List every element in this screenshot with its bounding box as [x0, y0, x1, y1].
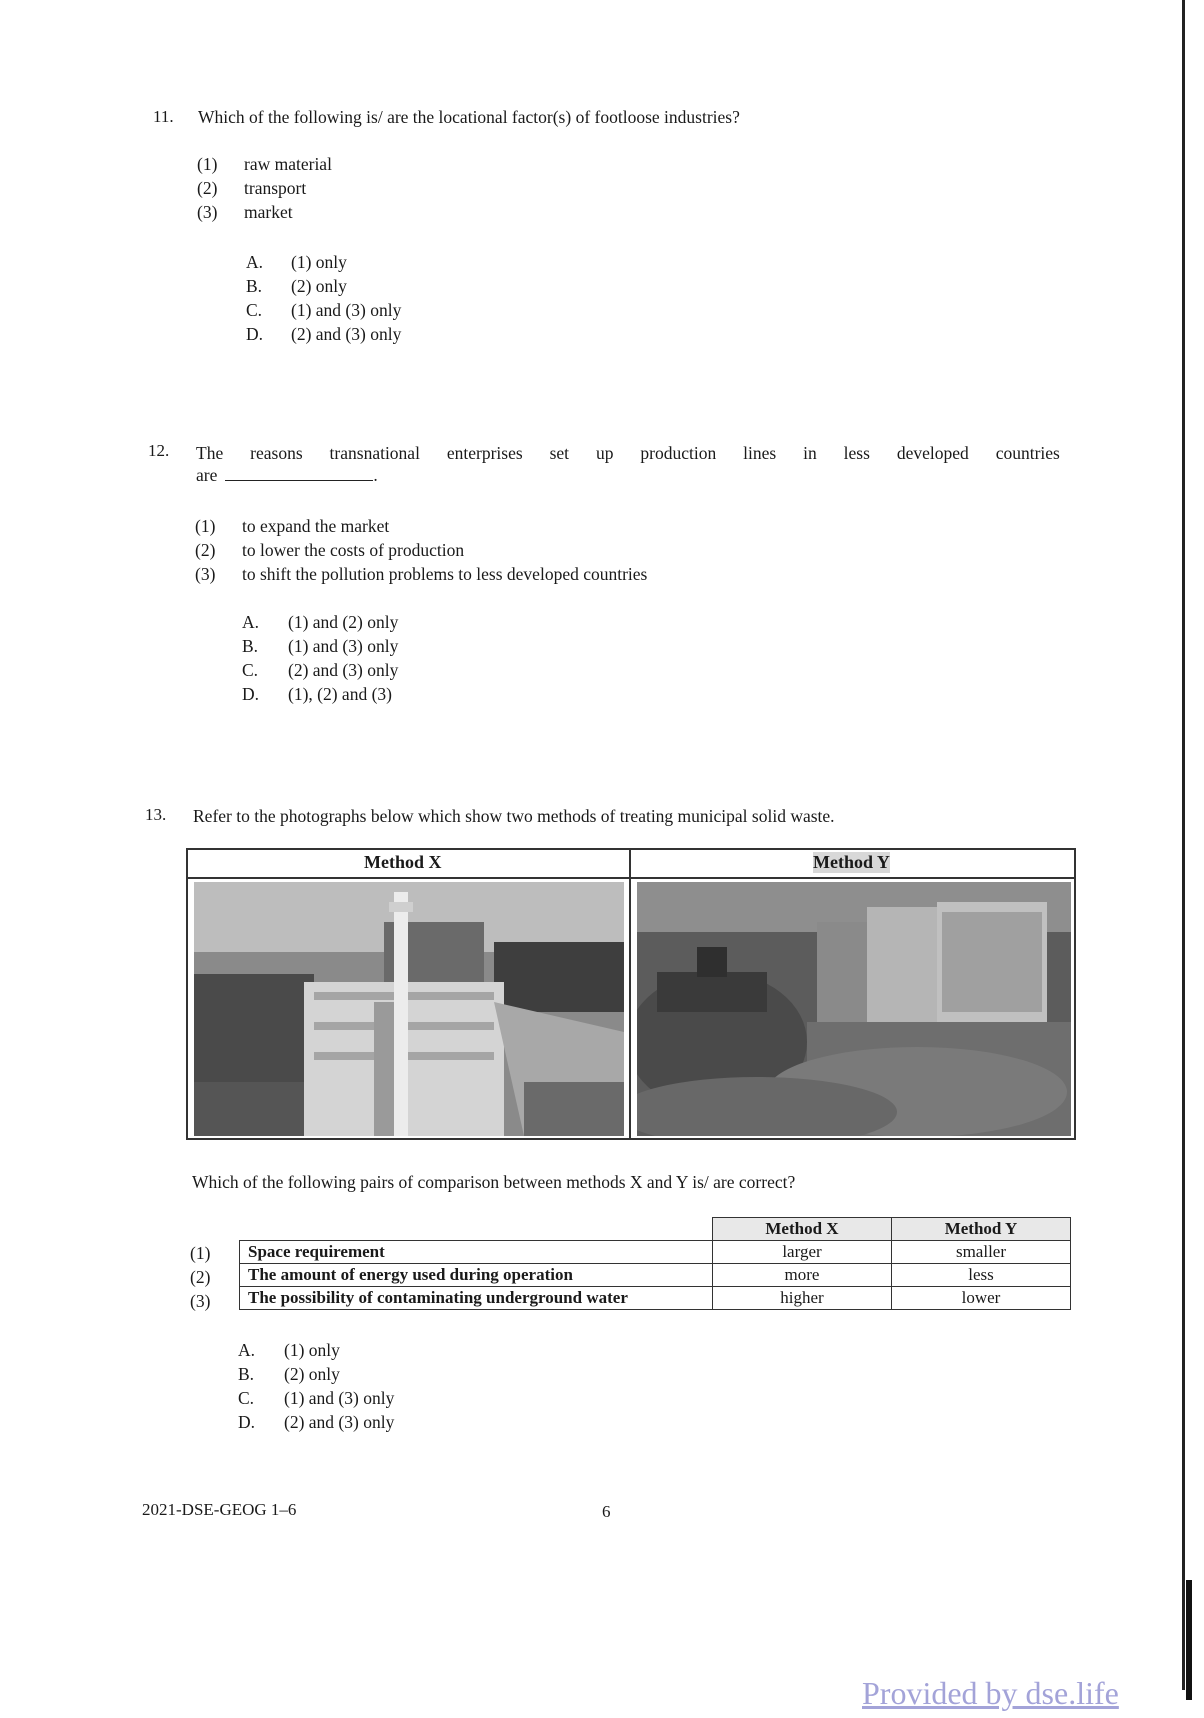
q13-question: Which of the following pairs of comparison between methods X and Y is/ are correct? — [192, 1172, 796, 1192]
photo-column-divider — [629, 850, 631, 1138]
table-row — [240, 1287, 1071, 1310]
q11-option-letter: C. — [246, 300, 263, 320]
method-x-value: higher — [713, 1287, 892, 1310]
q12-option-text: (2) and (3) only — [288, 660, 399, 680]
q12-option-text: (1) and (3) only — [288, 636, 399, 656]
q13-number: 13. — [145, 805, 167, 824]
q13-option-text: (2) only — [284, 1364, 340, 1384]
answer-blank — [225, 466, 373, 481]
q13-row-number: (1) — [190, 1243, 211, 1263]
method-y-value: less — [892, 1264, 1071, 1287]
method-y-value: lower — [892, 1287, 1071, 1310]
q11-item-text: transport — [244, 178, 307, 198]
method-x-value: larger — [713, 1241, 892, 1264]
photo-header-divider — [188, 877, 1074, 879]
q12-option-letter: C. — [242, 660, 259, 680]
q12-word: lines — [743, 443, 777, 463]
q12-option-text: (1), (2) and (3) — [288, 684, 392, 704]
q13-row-number: (3) — [190, 1291, 211, 1311]
q12-line2-end: . — [373, 465, 378, 485]
q12-word: production — [640, 443, 717, 463]
q12-item-number: (1) — [195, 516, 216, 536]
incinerator-photo-drawing — [194, 882, 624, 1136]
q12-word: developed — [896, 443, 969, 463]
q12-number: 12. — [148, 441, 170, 460]
q11-option-letter: A. — [246, 252, 264, 272]
q12-text-line2 — [196, 465, 378, 486]
q11-item-text: market — [244, 202, 293, 222]
q12-item-text: to shift the pollution problems to less developed countries — [242, 564, 648, 584]
q11-option-letter: B. — [246, 276, 263, 296]
q12-item-text: to expand the market — [242, 516, 390, 536]
method-x-value: more — [713, 1264, 892, 1287]
q11-number: 11. — [153, 107, 174, 126]
photo-table — [186, 848, 1076, 1140]
scan-edge-mark — [1186, 1580, 1192, 1700]
comparison-label: The amount of energy used during operation — [240, 1264, 713, 1287]
q12-option-text: (1) and (2) only — [288, 612, 399, 632]
q13-option-text: (2) and (3) only — [284, 1412, 395, 1432]
comparison-table — [239, 1217, 1071, 1310]
q12-line2-start: are — [196, 465, 218, 485]
q12-option-letter: D. — [242, 684, 260, 704]
q12-item-number: (2) — [195, 540, 216, 560]
q13-option-letter: D. — [238, 1412, 256, 1432]
q12-item-number: (3) — [195, 564, 216, 584]
scan-edge-line — [1182, 0, 1185, 1690]
q11-option-text: (1) only — [291, 252, 347, 272]
q11-item-text: raw material — [244, 154, 332, 174]
photo-y-label: Method Y — [813, 852, 890, 872]
q12-word: less — [843, 443, 870, 463]
q13-text: Refer to the photographs below which show two methods of treating municipal solid waste. — [193, 806, 835, 826]
q12-word: reasons — [250, 443, 303, 463]
photo-x-label: Method X — [364, 852, 442, 872]
q12-text-line1 — [196, 443, 1060, 464]
landfill-photo-drawing — [637, 882, 1071, 1136]
landfill-photo — [637, 882, 1071, 1136]
q11-option-text: (2) and (3) only — [291, 324, 402, 344]
paper-code: 2021-DSE-GEOG 1–6 — [142, 1500, 297, 1519]
q13-option-letter: C. — [238, 1388, 255, 1408]
comparison-label: Space requirement — [240, 1241, 713, 1264]
page-number: 6 — [602, 1502, 611, 1521]
q13-option-letter: B. — [238, 1364, 255, 1384]
q11-item-number: (2) — [197, 178, 218, 198]
q12-word: up — [595, 443, 614, 463]
q12-word: enterprises — [446, 443, 523, 463]
q11-item-number: (3) — [197, 202, 218, 222]
q12-word: transnational — [329, 443, 420, 463]
q13-row-number: (2) — [190, 1267, 211, 1287]
provided-by-credit[interactable]: Provided by dse.life — [862, 1675, 1119, 1711]
q13-option-letter: A. — [238, 1340, 256, 1360]
q12-item-text: to lower the costs of production — [242, 540, 465, 560]
q13-option-text: (1) only — [284, 1340, 340, 1360]
q11-text: Which of the following is/ are the locational factor(s) of footloose industries? — [198, 107, 740, 127]
q13-option-text: (1) and (3) only — [284, 1388, 395, 1408]
table-row — [240, 1241, 1071, 1264]
q12-word: The — [196, 443, 224, 463]
method-y-value: smaller — [892, 1241, 1071, 1264]
method-y-header: Method Y — [892, 1218, 1071, 1241]
q11-item-number: (1) — [197, 154, 218, 174]
q12-word: countries — [995, 443, 1060, 463]
table-row — [240, 1264, 1071, 1287]
q12-option-letter: A. — [242, 612, 260, 632]
method-x-header: Method X — [713, 1218, 892, 1241]
comparison-label: The possibility of contaminating underground water — [240, 1287, 713, 1310]
empty-header-cell — [240, 1218, 713, 1241]
q11-option-text: (2) only — [291, 276, 347, 296]
q12-option-letter: B. — [242, 636, 259, 656]
q11-option-letter: D. — [246, 324, 264, 344]
q12-word: set — [549, 443, 570, 463]
comparison-header-row — [240, 1218, 1071, 1241]
q12-word: in — [803, 443, 817, 463]
q11-option-text: (1) and (3) only — [291, 300, 402, 320]
incinerator-photo — [194, 882, 624, 1136]
